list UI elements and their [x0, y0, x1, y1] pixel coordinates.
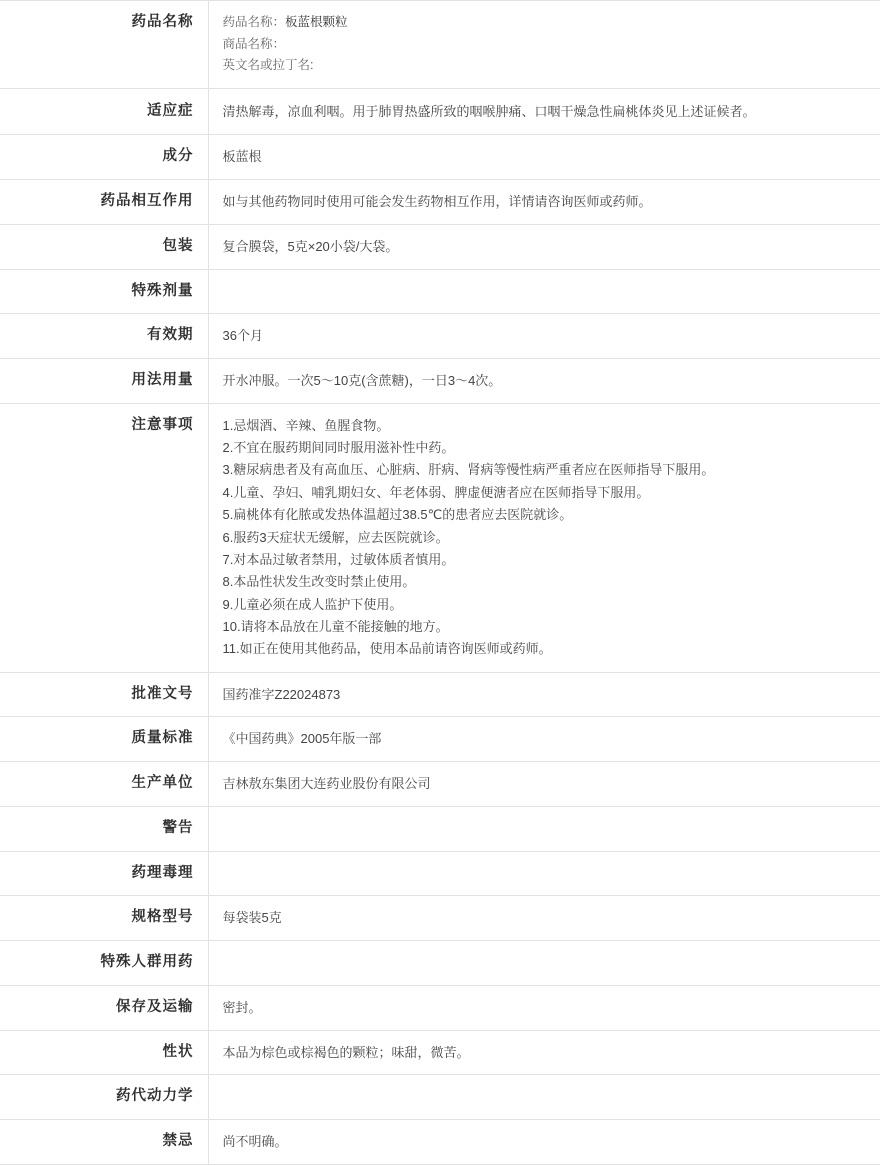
row-label-quality-standard: 质量标准: [0, 717, 208, 762]
row-value-special-dosage: [208, 269, 880, 314]
table-row: [0, 672, 880, 717]
row-label-pharmacology-toxicology: 药理毒理: [0, 851, 208, 896]
table-row: [0, 88, 880, 135]
trade-name-line: [223, 34, 867, 56]
table-row: [0, 1120, 880, 1165]
table-row: [0, 359, 880, 404]
list-item: 7.对本品过敏者禁用，过敏体质者慎用。: [222, 551, 455, 567]
row-label-storage-transport: 保存及运输: [0, 985, 208, 1030]
table-row: [0, 1075, 880, 1120]
row-label-approval-number: 批准文号: [0, 672, 208, 717]
table-row: [0, 314, 880, 359]
drug-name-subvalue: 板蓝根颗粒: [285, 15, 348, 29]
table-row: [0, 985, 880, 1030]
row-value-appearance: 本品为棕色或棕褐色的颗粒；味甜，微苦。: [208, 1030, 880, 1075]
row-label-precautions: 注意事项: [0, 403, 208, 672]
table-row: [0, 180, 880, 225]
row-value-drug-name: [208, 1, 880, 89]
table-row: [0, 762, 880, 807]
row-label-special-dosage: 特殊剂量: [0, 269, 208, 314]
row-value-storage-transport: 密封。: [208, 985, 880, 1030]
row-value-indications: 清热解毒，凉血利咽。用于肺胃热盛所致的咽喉肿痛、口咽干燥急性扁桃体炎见上述证候者。: [208, 88, 880, 135]
list-item: 9.儿童必须在成人监护下使用。: [222, 596, 403, 612]
row-label-contraindications: 禁忌: [0, 1120, 208, 1165]
table-row: [0, 269, 880, 314]
list-item: 3.糖尿病患者及有高血压、心脏病、肝病、肾病等慢性病严重者应在医师指导下服用。: [222, 462, 715, 478]
latin-name-line: [223, 55, 867, 77]
row-label-manufacturer: 生产单位: [0, 762, 208, 807]
row-value-special-population: [208, 941, 880, 986]
table-row: [0, 403, 880, 672]
table-row: [0, 1030, 880, 1075]
table-row: [0, 941, 880, 986]
row-label-drug-name: 药品名称: [0, 1, 208, 89]
row-label-indications: 适应症: [0, 88, 208, 135]
list-item: 5.扁桃体有化脓或发热体温超过38.5℃的患者应去医院就诊。: [222, 507, 573, 523]
table-row: [0, 1, 880, 89]
row-label-specification: 规格型号: [0, 896, 208, 941]
row-label-interactions: 药品相互作用: [0, 180, 208, 225]
table-row: [0, 806, 880, 851]
table-row: [0, 135, 880, 180]
drug-info-table-body: [0, 1, 880, 1165]
list-item: 6.服药3天症状无缓解，应去医院就诊。: [222, 529, 449, 545]
row-value-dosage-usage: 开水冲服。一次5～10克(含蔗糖)，一日3～4次。: [208, 359, 880, 404]
table-row: [0, 224, 880, 269]
row-label-dosage-usage: 用法用量: [0, 359, 208, 404]
drug-name-sublabel: 药品名称：: [222, 15, 286, 29]
row-value-manufacturer: 吉林敖东集团大连药业股份有限公司: [208, 762, 880, 807]
list-item: 8.本品性状发生改变时禁止使用。: [222, 574, 416, 590]
row-value-pharmacology-toxicology: [208, 851, 880, 896]
row-value-warning: [208, 806, 880, 851]
row-label-pharmacokinetics: 药代动力学: [0, 1075, 208, 1120]
list-item: 4.儿童、孕妇、哺乳期妇女、年老体弱、脾虚便溏者应在医师指导下服用。: [222, 484, 650, 500]
row-label-packaging: 包装: [0, 224, 208, 269]
table-row: [0, 851, 880, 896]
row-label-warning: 警告: [0, 806, 208, 851]
list-item: 10.请将本品放在儿童不能接触的地方。: [222, 618, 449, 634]
row-label-appearance: 性状: [0, 1030, 208, 1075]
list-item: 11.如正在使用其他药品，使用本品前请咨询医师或药师。: [222, 641, 552, 657]
table-row: [0, 717, 880, 762]
trade-name-sublabel: 商品名称：: [222, 36, 286, 51]
row-value-precautions: [208, 403, 880, 672]
row-value-quality-standard: 《中国药典》2005年版一部: [208, 717, 880, 762]
row-value-approval-number: 国药准字Z22024873: [208, 672, 880, 717]
row-value-contraindications: 尚不明确。: [208, 1120, 880, 1165]
row-value-packaging: 复合膜袋，5克×20小袋/大袋。: [208, 224, 880, 269]
row-label-ingredients: 成分: [0, 135, 208, 180]
row-value-ingredients: 板蓝根: [208, 135, 880, 180]
latin-name-sublabel: 英文名或拉丁名:: [222, 58, 314, 72]
row-value-shelf-life: 36个月: [208, 314, 880, 359]
row-value-specification: 每袋装5克: [208, 896, 880, 941]
list-item: 2.不宜在服药期间同时服用滋补性中药。: [222, 440, 455, 456]
table-row: [0, 896, 880, 941]
row-value-interactions: 如与其他药物同时使用可能会发生药物相互作用，详情请咨询医师或药师。: [208, 180, 880, 225]
row-label-shelf-life: 有效期: [0, 314, 208, 359]
list-item: 1.忌烟酒、辛辣、鱼腥食物。: [222, 417, 390, 433]
drug-name-line: [223, 12, 867, 34]
row-value-pharmacokinetics: [208, 1075, 880, 1120]
row-label-special-population: 特殊人群用药: [0, 941, 208, 986]
